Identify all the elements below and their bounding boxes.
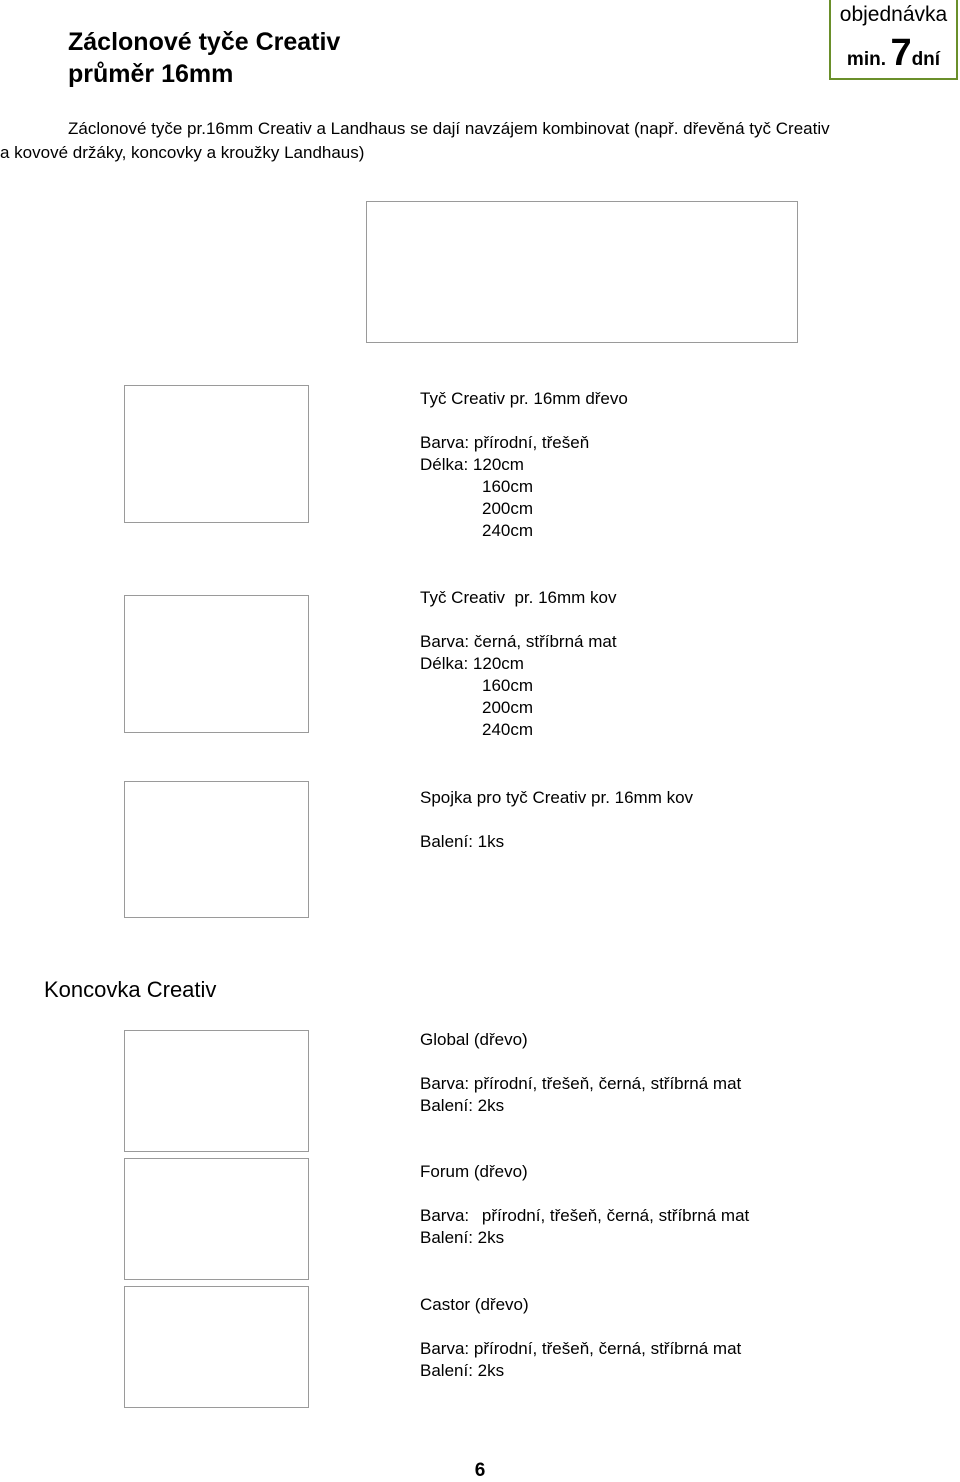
finial-image-castor	[124, 1286, 309, 1408]
order-days	[831, 34, 956, 72]
product-image-wood-rod	[124, 385, 309, 523]
product-name: Tyč Creativ pr. 16mm kov	[420, 588, 617, 607]
pack-label: Balení:	[420, 1361, 473, 1380]
length-value: 240cm	[482, 521, 534, 540]
product-wood-rod	[420, 388, 628, 542]
color-value: přírodní, třešeň, černá, stříbrná mat	[473, 1074, 742, 1093]
color-label: Barva:	[420, 1206, 470, 1225]
length-value: 160cm	[482, 676, 534, 695]
color-value: přírodní, třešeň, černá, stříbrná mat	[481, 1206, 750, 1225]
color-value: přírodní, třešeň, černá, stříbrná mat	[473, 1339, 742, 1358]
product-image-connector	[124, 781, 309, 918]
color-label: Barva:	[420, 1074, 470, 1093]
length-value: 120cm	[472, 654, 524, 673]
product-image-metal-rod	[124, 595, 309, 733]
page-number: 6	[474, 1460, 486, 1481]
finial-name: Castor (dřevo)	[420, 1295, 529, 1314]
pack-label: Balení:	[420, 1096, 473, 1115]
pack-value: 2ks	[477, 1361, 505, 1380]
finial-image-forum	[124, 1158, 309, 1280]
finial-image-global	[124, 1030, 309, 1152]
product-metal-rod	[420, 587, 617, 741]
page-title-line-2: průměr 16mm	[68, 60, 234, 88]
length-value: 200cm	[482, 698, 534, 717]
color-value: černá, stříbrná mat	[473, 632, 617, 651]
length-label: Délka:	[420, 455, 469, 474]
length-label: Délka:	[420, 654, 469, 673]
finial-pack	[420, 1095, 741, 1117]
product-name: Tyč Creativ pr. 16mm dřevo	[420, 389, 628, 408]
page-title-line-1: Záclonové tyče Creativ	[68, 28, 341, 56]
color-label: Barva:	[420, 632, 470, 651]
product-pack	[420, 831, 693, 853]
product-color	[420, 631, 617, 653]
finial-global	[420, 1029, 741, 1117]
product-connector	[420, 787, 693, 853]
finial-forum	[420, 1161, 749, 1249]
length-value: 240cm	[482, 720, 534, 739]
length-value: 120cm	[472, 455, 524, 474]
product-length	[420, 653, 617, 675]
finial-castor	[420, 1294, 741, 1382]
finial-name: Forum (dřevo)	[420, 1162, 528, 1181]
order-prefix: min.	[846, 49, 886, 70]
order-label: objednávka	[839, 3, 948, 26]
pack-value: 2ks	[477, 1228, 505, 1247]
finial-color	[420, 1073, 741, 1095]
finial-color	[420, 1338, 741, 1360]
finial-name: Global (dřevo)	[420, 1030, 528, 1049]
section-title: Koncovka Creativ	[44, 977, 217, 1002]
finial-pack	[420, 1360, 741, 1382]
pack-label: Balení:	[420, 1228, 473, 1247]
product-length	[420, 454, 628, 476]
product-color	[420, 432, 628, 454]
main-product-image	[366, 201, 798, 343]
intro-line-2: a kovové držáky, koncovky a kroužky Landhaus)	[0, 143, 365, 162]
intro-line-1: Záclonové tyče pr.16mm Creativ a Landhaus se dají navzájem kombinovat (např. dřevěná tyč Creativ	[68, 119, 830, 138]
order-days-unit: dní	[911, 49, 941, 70]
pack-value: 1ks	[477, 832, 505, 851]
finial-pack	[420, 1227, 749, 1249]
length-value: 200cm	[482, 499, 534, 518]
color-label: Barva:	[420, 1339, 470, 1358]
order-days-number: 7	[890, 32, 912, 74]
color-value: přírodní, třešeň	[473, 433, 590, 452]
product-name: Spojka pro tyč Creativ pr. 16mm kov	[420, 788, 694, 807]
color-label: Barva:	[420, 433, 470, 452]
length-value: 160cm	[482, 477, 534, 496]
order-time-badge	[829, 0, 958, 80]
pack-label: Balení:	[420, 832, 473, 851]
page-title	[68, 26, 340, 90]
pack-value: 2ks	[477, 1096, 505, 1115]
finial-color	[420, 1205, 749, 1227]
